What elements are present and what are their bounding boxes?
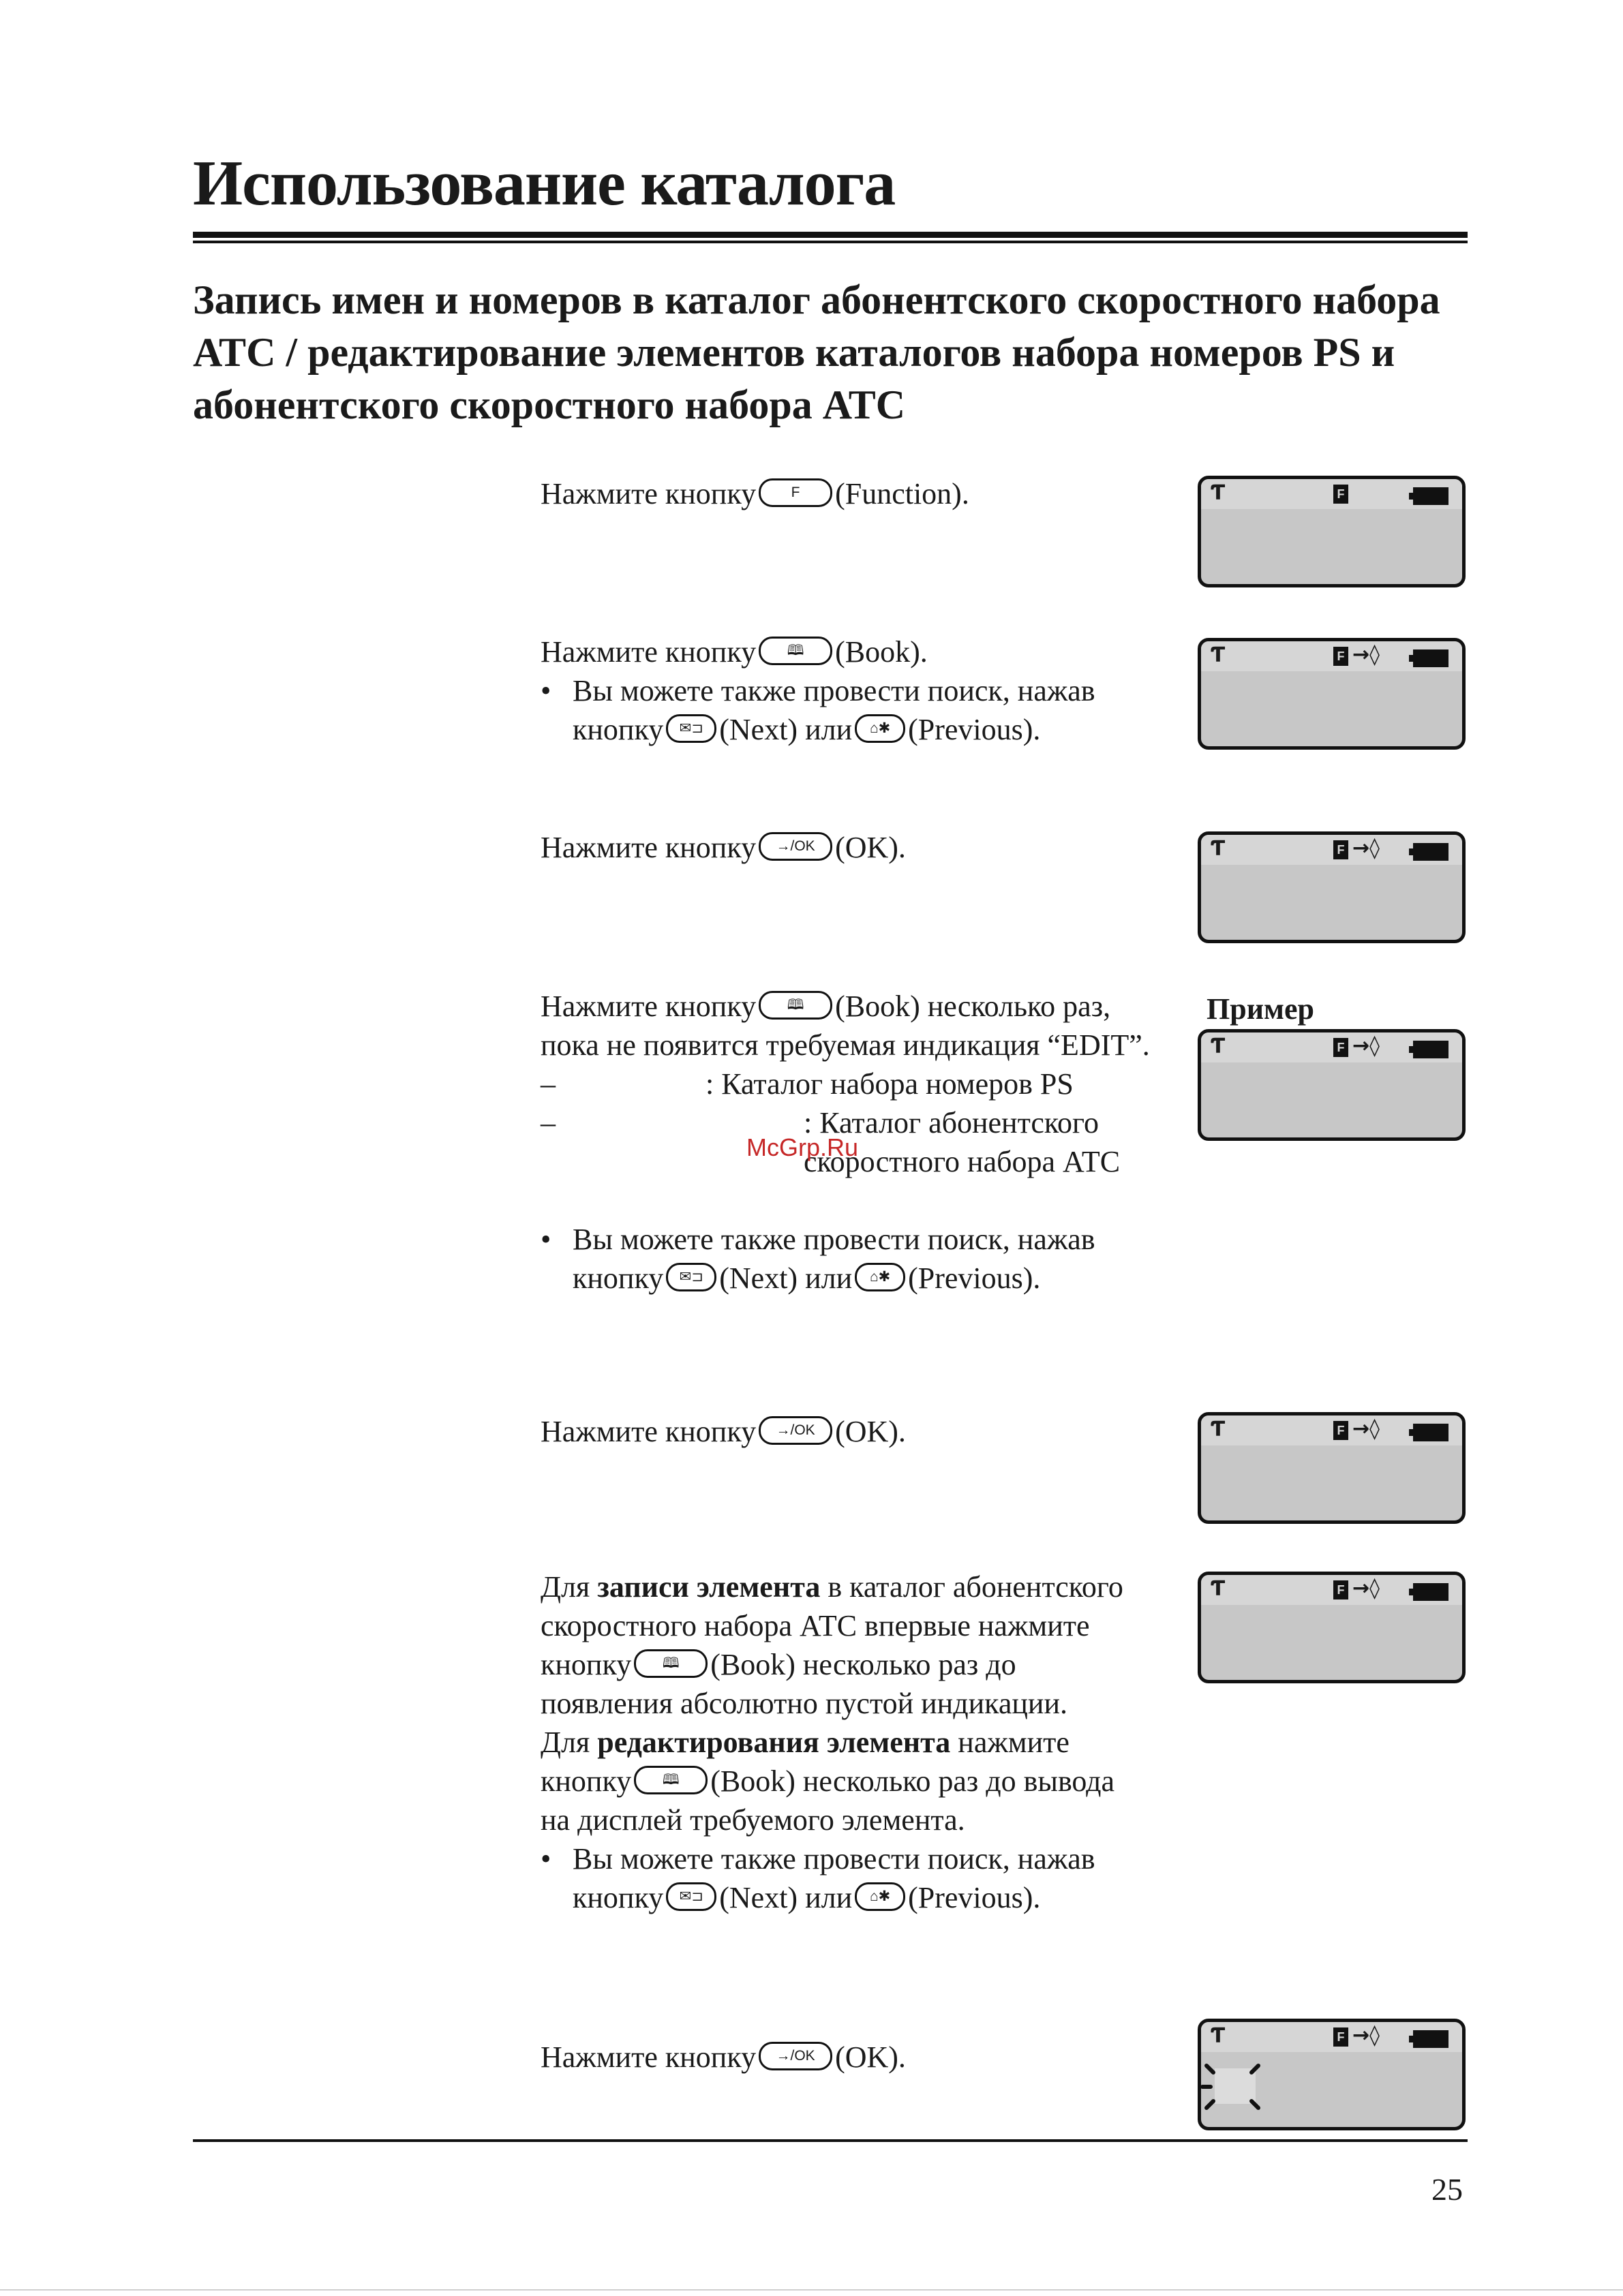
page-title: Использование каталога (193, 148, 896, 219)
book-key-icon: 🕮 (634, 1766, 708, 1794)
step-6-bullet: • Вы можете также провести поиск, нажав кнопку ✉⊐ (Next) или ⌂✱ (Previous). (541, 1839, 1140, 1917)
battery-icon (1413, 487, 1448, 505)
step-3-post: (OK). (835, 831, 906, 864)
function-indicator-icon: F (1333, 485, 1348, 504)
antenna-icon: Ƭ (1211, 643, 1226, 667)
step-7-pre: Нажмите кнопку (541, 2040, 757, 2074)
step-2-post: (Book). (835, 635, 928, 669)
next-key-icon: ✉⊐ (666, 714, 716, 743)
step-5-post: (OK). (835, 1415, 906, 1448)
function-indicator-icon: F (1333, 1421, 1348, 1440)
book-key-icon: 🕮 (759, 991, 832, 1020)
previous-key-icon: ⌂✱ (855, 1882, 905, 1911)
book-arrow-icon: →◊ (1352, 643, 1380, 667)
step-1 (541, 474, 1168, 513)
step-5-pre: Нажмите кнопку (541, 1415, 757, 1448)
lcd-display-2 (1198, 638, 1466, 750)
step-2-bullet: • Вы можете также провести поиск, нажав кнопку ✉⊐ (Next) или ⌂✱ (Previous). (541, 671, 1168, 749)
battery-icon (1413, 1424, 1448, 1441)
function-indicator-icon: F (1333, 840, 1348, 859)
ok-key-icon: →/OK (759, 1416, 832, 1445)
lcd-display-1 (1198, 476, 1466, 587)
lcd-display-4 (1198, 1029, 1466, 1141)
step-1-pre: Нажмите кнопку (541, 477, 757, 510)
step-7 (541, 2038, 1168, 2077)
step-4-dash-2: – : Каталог абонентского скоростного набора АТС (541, 1106, 1121, 1178)
antenna-icon: Ƭ (1211, 1035, 1226, 1058)
lcd-display-6 (1198, 1572, 1466, 1683)
ok-key-icon: →/OK (759, 2042, 832, 2070)
book-arrow-icon: →◊ (1352, 2023, 1380, 2047)
step-4-pre: Нажмите кнопку (541, 990, 757, 1023)
footer-rule (193, 2139, 1468, 2142)
antenna-icon: Ƭ (1211, 2024, 1226, 2048)
title-rule-thin (193, 241, 1468, 243)
ok-key-icon: →/OK (759, 832, 832, 861)
book-arrow-icon: →◊ (1352, 836, 1380, 860)
step-4-dash-1: – : Каталог набора номеров PS (541, 1067, 1074, 1101)
scan-edge-line (0, 2289, 1623, 2291)
step-2-pre: Нажмите кнопку (541, 635, 757, 669)
lcd-display-7 (1198, 2019, 1466, 2130)
bullet-mark: • (541, 1842, 551, 1876)
step-5 (541, 1412, 1168, 1451)
lcd-display-3 (1198, 831, 1466, 943)
battery-icon (1413, 649, 1448, 667)
next-key-icon: ✉⊐ (666, 1882, 716, 1911)
antenna-icon: Ƭ (1211, 837, 1226, 861)
function-indicator-icon: F (1333, 1580, 1348, 1599)
book-key-icon: 🕮 (759, 637, 832, 665)
example-label: Пример (1207, 992, 1315, 1026)
step-1-post: (Function). (835, 477, 969, 510)
battery-icon (1413, 1041, 1448, 1058)
previous-key-icon: ⌂✱ (855, 714, 905, 743)
battery-icon (1413, 843, 1448, 861)
function-indicator-icon: F (1333, 647, 1348, 666)
previous-key-icon: ⌂✱ (855, 1263, 905, 1291)
function-key-icon: F (759, 478, 832, 507)
function-indicator-icon: F (1333, 2027, 1348, 2047)
step-2 (541, 632, 1168, 749)
step-3 (541, 828, 1168, 867)
step-6: Для записи элемента в каталог абонентского скоростного набора АТС впервые нажмите кнопку 🕮 (Book) несколько раз до появления абсолютно пустой индикации. Для редактирования элемента нажмите кнопку 🕮 (Book) несколько раз до вывода на дисплей требуемого элемента. • Вы можете также провести поиск, нажав кнопку ✉⊐ (Next) или ⌂✱ (Previous). (541, 1567, 1140, 1917)
antenna-icon: Ƭ (1211, 481, 1226, 505)
lcd-display-5 (1198, 1412, 1466, 1524)
bullet-mark: • (541, 674, 551, 707)
book-arrow-icon: →◊ (1352, 1417, 1380, 1441)
antenna-icon: Ƭ (1211, 1418, 1226, 1441)
battery-icon (1413, 1583, 1448, 1601)
step-3-pre: Нажмите кнопку (541, 831, 757, 864)
step-7-post: (OK). (835, 2040, 906, 2074)
edit-entry-emphasis: редактирования элемента (597, 1726, 951, 1759)
record-entry-emphasis: записи элемента (597, 1570, 821, 1604)
book-arrow-icon: →◊ (1352, 1576, 1380, 1600)
book-arrow-icon: →◊ (1352, 1034, 1380, 1058)
battery-icon (1413, 2030, 1448, 2048)
antenna-icon: Ƭ (1211, 1577, 1226, 1601)
blinking-cursor-icon (1201, 2056, 1269, 2117)
bullet-mark: • (541, 1223, 551, 1256)
next-key-icon: ✉⊐ (666, 1263, 716, 1291)
title-rule (193, 232, 1468, 238)
function-indicator-icon: F (1333, 1038, 1348, 1057)
watermark: McGrp.Ru (746, 1133, 859, 1161)
page-number: 25 (1431, 2172, 1463, 2207)
step-4-bullet: • Вы можете также провести поиск, нажав кнопку ✉⊐ (Next) или ⌂✱ (Previous). (541, 1220, 1154, 1298)
book-key-icon: 🕮 (634, 1649, 708, 1678)
section-heading: Запись имен и номеров в каталог абонентского скоростного набора АТС / редактирование элементов каталогов набора номеров PS и абонентского скоростного набора АТС (193, 277, 1440, 427)
step-4-post: (Book) несколько раз, пока не появится требуемая индикация “EDIT”. (541, 990, 1150, 1062)
